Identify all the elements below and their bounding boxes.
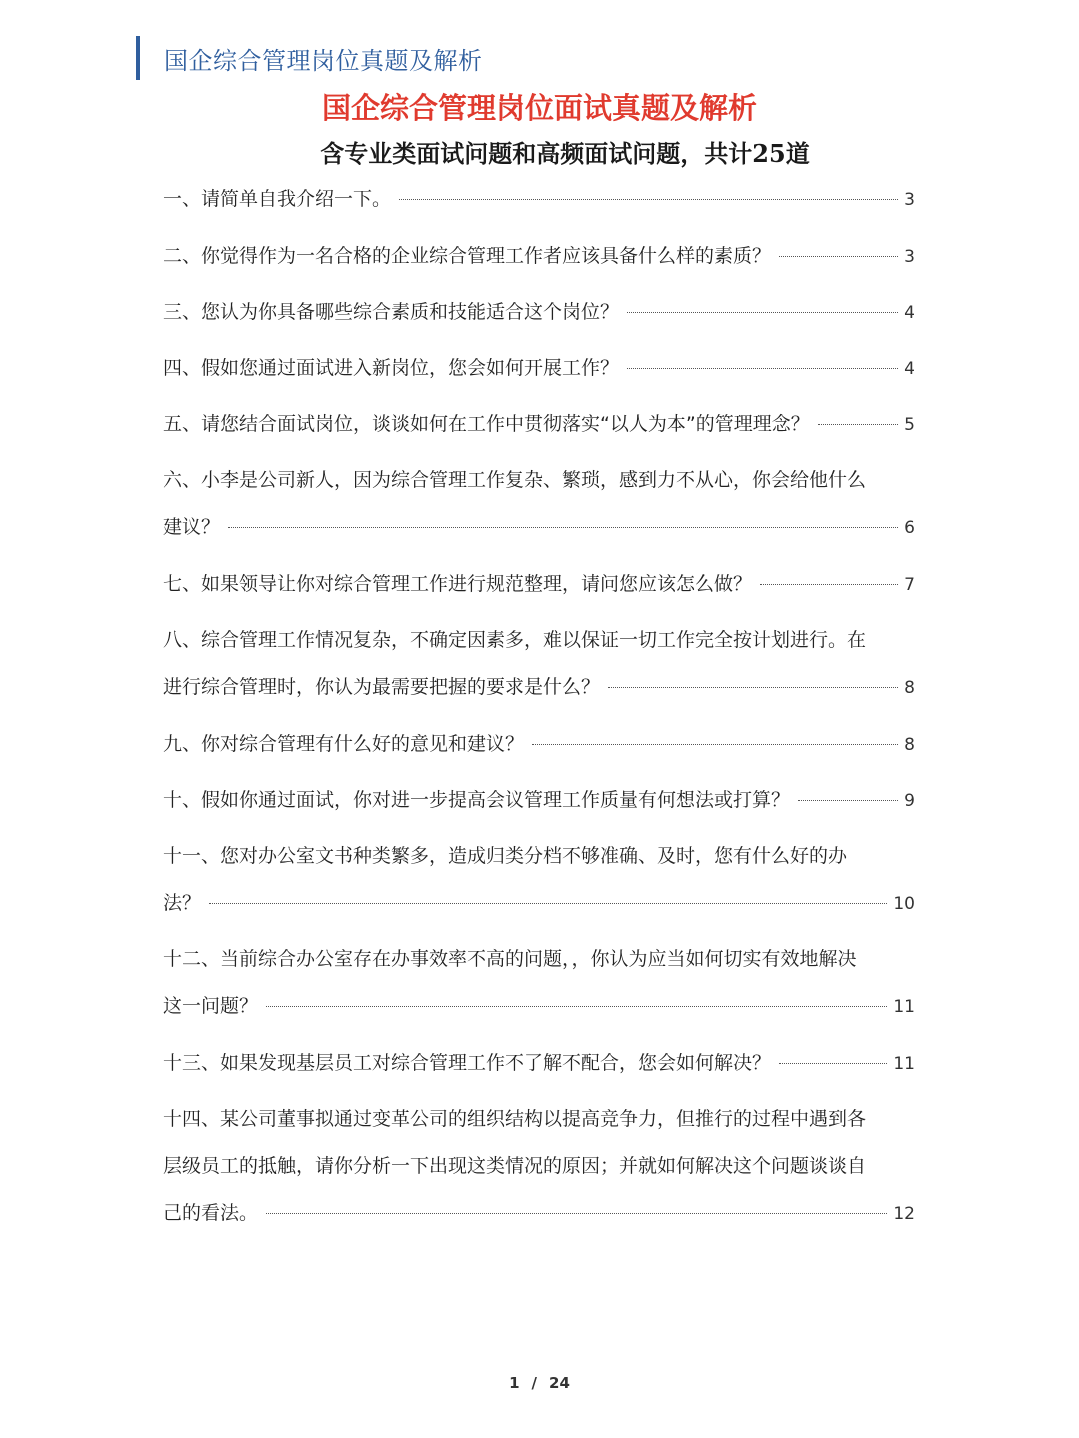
toc-entry-text: 十三、如果发现基层员工对综合管理工作不了解不配合，您会如何解决？	[163, 1052, 772, 1074]
toc-leader-dots	[209, 903, 887, 904]
toc-entry[interactable]	[163, 289, 915, 336]
toc-entry-text: 六、小李是公司新人，因为综合管理工作复杂、繁琐，感到力不从心，你会给他什么	[163, 469, 867, 491]
toc-entry-text: 这一问题？	[163, 995, 259, 1017]
toc-entry-text: 九、你对综合管理有什么好的意见和建议？	[163, 733, 525, 755]
toc-entry[interactable]	[163, 401, 915, 448]
toc-leader-dots	[779, 256, 898, 257]
toc-leader-dots	[760, 584, 898, 585]
toc-entry[interactable]	[163, 233, 915, 280]
toc-leader-dots	[627, 368, 898, 369]
toc-entry[interactable]	[163, 777, 915, 824]
toc-entry[interactable]	[163, 345, 915, 392]
toc-leader-dots	[798, 800, 898, 801]
document-subtitle: 含专业类面试问题和高频面试问题，共计25道	[320, 139, 810, 168]
toc-entry[interactable]	[163, 936, 915, 1030]
toc-page-number: 8	[904, 735, 915, 755]
toc-entry-text: 十二、当前综合办公室存在办事效率不高的问题，，你认为应当如何切实有效地解决	[163, 948, 857, 970]
toc-entry[interactable]	[163, 1040, 915, 1087]
toc-entry-text: 五、请您结合面试岗位，谈谈如何在工作中贯彻落实“以人为本”的管理理念？	[163, 413, 810, 435]
toc-page-number: 5	[904, 415, 915, 435]
toc-entry[interactable]	[163, 561, 915, 608]
toc-entry-text: 建议？	[163, 516, 221, 538]
toc-leader-dots	[627, 312, 898, 313]
running-header	[136, 36, 483, 80]
toc-entry[interactable]	[163, 457, 915, 551]
toc-page-number: 7	[904, 575, 915, 595]
toc-leader-dots	[399, 199, 898, 200]
toc-entry[interactable]	[163, 1096, 915, 1237]
toc-leader-dots	[228, 527, 898, 528]
toc-page-number: 12	[893, 1204, 915, 1224]
toc-entry-text: 三、您认为你具备哪些综合素质和技能适合这个岗位？	[163, 301, 620, 323]
toc-entry[interactable]	[163, 617, 915, 711]
toc-entry-text: 十四、某公司董事拟通过变革公司的组织结构以提高竞争力，但推行的过程中遇到各	[163, 1108, 867, 1130]
toc-leader-dots	[779, 1063, 887, 1064]
toc-entry[interactable]	[163, 176, 915, 223]
toc-entry[interactable]	[163, 721, 915, 768]
toc-entry-text: 七、如果领导让你对综合管理工作进行规范整理，请问您应该怎么做？	[163, 573, 753, 595]
toc-page-number: 11	[893, 997, 915, 1017]
toc-entry-text: 八、综合管理工作情况复杂，不确定因素多，难以保证一切工作完全按计划进行。在	[163, 629, 867, 651]
document-title: 国企综合管理岗位面试真题及解析	[321, 91, 757, 125]
page-number	[0, 1374, 1079, 1392]
toc-entry-text: 己的看法。	[163, 1202, 259, 1224]
toc-entry-text: 二、你觉得作为一名合格的企业综合管理工作者应该具备什么样的素质？	[163, 245, 772, 267]
toc-entry-text: 十、假如你通过面试，你对进一步提高会议管理工作质量有何想法或打算？	[163, 789, 791, 811]
toc-page-number: 4	[904, 303, 915, 323]
toc-leader-dots	[266, 1213, 887, 1214]
toc-page-number: 4	[904, 359, 915, 379]
toc-page-number: 9	[904, 791, 915, 811]
toc-page-number: 6	[904, 518, 915, 538]
toc-entry[interactable]	[163, 833, 915, 927]
toc-page-number: 8	[904, 678, 915, 698]
current-page: 1	[509, 1374, 520, 1392]
running-header-title: 国企综合管理岗位真题及解析	[164, 46, 483, 75]
toc-page-number: 11	[893, 1054, 915, 1074]
toc-entry-text: 法？	[163, 892, 202, 914]
toc-entry-text: 四、假如您通过面试进入新岗位，您会如何开展工作？	[163, 357, 620, 379]
toc-page-number: 10	[893, 894, 915, 914]
toc-leader-dots	[532, 744, 898, 745]
toc-page-number: 3	[904, 247, 915, 267]
toc-entry-text: 一、请简单自我介绍一下。	[163, 188, 392, 210]
toc-entry-text: 十一、您对办公室文书种类繁多，造成归类分档不够准确、及时，您有什么好的办	[163, 845, 848, 867]
toc-entry-text: 层级员工的抵触，请你分析一下出现这类情况的原因；并就如何解决这个问题谈谈自	[163, 1155, 867, 1177]
page-separator: /	[531, 1374, 538, 1392]
toc-page-number: 3	[904, 190, 915, 210]
toc-leader-dots	[266, 1006, 887, 1007]
toc-leader-dots	[818, 424, 898, 425]
toc-entry-text: 进行综合管理时，你认为最需要把握的要求是什么？	[163, 676, 601, 698]
toc-leader-dots	[608, 687, 898, 688]
total-pages: 24	[549, 1374, 570, 1392]
